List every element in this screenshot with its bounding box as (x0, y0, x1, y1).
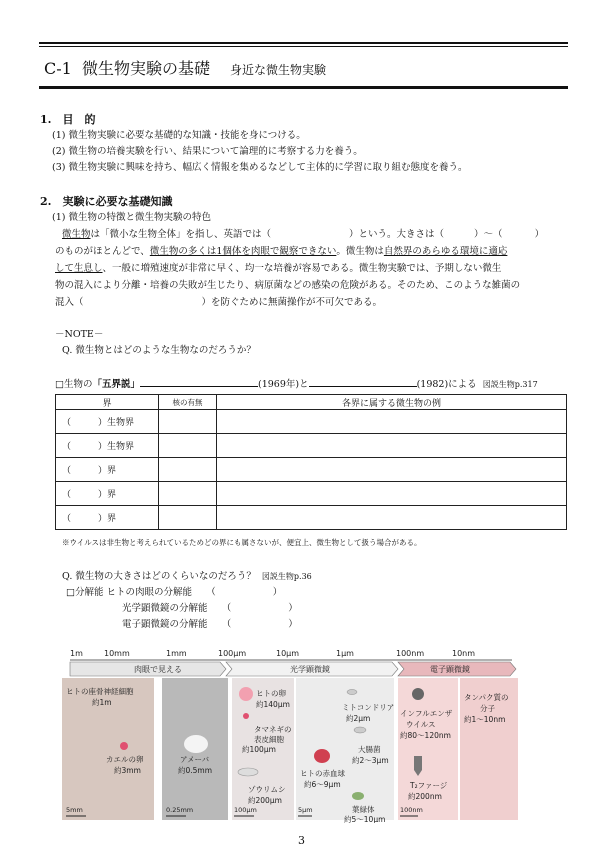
examples-cell[interactable] (217, 410, 567, 434)
blank-author-2[interactable] (309, 376, 417, 387)
item-label: 約140μm (256, 700, 290, 709)
onion-cell-mark (243, 713, 249, 719)
para-text: は「微小な生物全体」を指し、英語では（ (90, 229, 272, 240)
para-line-5 (55, 294, 382, 308)
item-label: 葉緑体 (352, 805, 375, 814)
item-label: タマネギの (254, 725, 292, 734)
para-text: ）～（ (474, 229, 503, 240)
note-label: －NOTE－ (55, 329, 104, 340)
question-1: Q. 微生物とはどのような生物なのだろうか？ (62, 345, 256, 356)
item-label: 大腸菌 (358, 745, 381, 754)
influenza-mark (412, 688, 424, 700)
red-blood-cell-mark (314, 749, 330, 763)
para-underline: 自然界のあらゆる環境に適応 (383, 246, 508, 257)
table-header: 各界に属する微生物の例 (217, 395, 567, 410)
kingdom-cell[interactable]: （ ）界 (56, 506, 159, 530)
examples-cell[interactable] (217, 482, 567, 506)
page-subtitle: 身近な微生物実験 (230, 63, 327, 77)
table-header: 核の有無 (159, 395, 217, 410)
item-label: 約2μm (346, 714, 371, 723)
item-label: 約100μm (242, 745, 276, 754)
nucleus-cell[interactable] (159, 506, 217, 530)
item-label: 約6～9μm (304, 780, 341, 789)
band-label: 光学顕微鏡 (290, 665, 330, 674)
scale-bar-label: 5mm (66, 806, 83, 814)
header-rule-top (39, 42, 568, 44)
nucleus-cell[interactable] (159, 434, 217, 458)
para-text: 。微生物は (336, 246, 384, 257)
five-kingdom-term: 「五界説」 (92, 379, 140, 390)
resolution-1: □分解能 ヒトの肉眼の分解能 （ ） (66, 587, 283, 598)
kingdom-cell[interactable]: （ ）界 (56, 482, 159, 506)
objective-2: (2) 微生物の培養実験を行い、結果について論理的に考察する力を養う。 (52, 146, 363, 157)
ecoli-mark (354, 727, 366, 733)
kingdom-reference: 図説生物p.317 (482, 380, 538, 389)
kingdom-line-text: (1969年)と (258, 379, 309, 390)
para-text: ）を防ぐために無菌操作が不可欠である。 (201, 297, 383, 308)
para-line-4: 物の混入により分離・培養の失敗が生じたり、病原菌などの感染の危険がある。そのため、このような雑菌の (55, 280, 521, 291)
resolution-3: 電子顕微鏡の分解能 （ ） (122, 619, 298, 630)
table-row (56, 434, 567, 458)
question-2 (62, 568, 312, 582)
para-line-3 (55, 260, 501, 274)
frog-egg-mark (120, 742, 128, 750)
para-line-1 (62, 226, 544, 240)
scale-bar-label: 5μm (298, 806, 313, 814)
question-2-text: Q. 微生物の大きさはどのくらいなのだろう？ (62, 571, 256, 582)
header-rule-bottom (39, 86, 568, 89)
item-label: 約200μm (248, 796, 282, 805)
kingdom-cell[interactable]: （ ）界 (56, 458, 159, 482)
tick-label: 10mm (104, 649, 130, 658)
para-text: ） (534, 229, 545, 240)
resolution-2: 光学顕微鏡の分解能 （ ） (122, 603, 298, 614)
item-label: 約200nm (408, 792, 442, 801)
table-header-row (56, 395, 567, 410)
size-scale-figure (62, 648, 522, 823)
nucleus-cell[interactable] (159, 482, 217, 506)
scale-bar-label: 0.25mm (166, 806, 194, 814)
amoeba-mark (184, 735, 208, 753)
kingdom-line (55, 376, 538, 390)
table-header: 界 (56, 395, 159, 410)
chapter-code: C-1 (44, 59, 72, 78)
table-row (56, 482, 567, 506)
item-label: 約1m (92, 698, 112, 707)
kingdom-line-text: □生物の (55, 379, 93, 390)
band-label: 電子顕微鏡 (430, 665, 470, 674)
tick-label: 100μm (218, 649, 247, 658)
item-label: ゾウリムシ (248, 785, 286, 794)
item-label: ウイルス (406, 720, 436, 729)
band-label: 肉眼で見える (134, 665, 182, 674)
table-row (56, 458, 567, 482)
blank-author-1[interactable] (140, 376, 258, 387)
item-label: T₂ファージ (410, 781, 448, 790)
kingdom-cell[interactable]: （ ）生物界 (56, 434, 159, 458)
chloroplast-mark (352, 792, 364, 800)
kingdom-cell[interactable]: （ ）生物界 (56, 410, 159, 434)
item-label: アメーバ (180, 755, 210, 764)
para-line-2 (55, 243, 507, 257)
item-label: 約2～3μm (352, 756, 389, 765)
examples-cell[interactable] (217, 506, 567, 530)
nucleus-cell[interactable] (159, 458, 217, 482)
human-egg-mark (239, 687, 253, 701)
para-text: のものがほとんどで、 (55, 246, 150, 257)
para-text: 混入（ (55, 297, 84, 308)
tick-label: 100nm (396, 649, 425, 658)
table-footnote: ※ウイルスは非生物と考えられているためどの界にも属さないが、便宜上、微生物として扱う場合がある。 (62, 538, 422, 547)
term-microbe: 微生物 (62, 229, 91, 240)
item-label: タンパク質の (464, 693, 509, 702)
section2-heading: 2. 実験に必要な基礎知識 (40, 195, 173, 208)
item-label: カエルの卵 (106, 755, 144, 764)
tick-label: 1μm (336, 649, 354, 658)
paramecium-mark (238, 768, 258, 776)
item-label: ヒトの座骨神経細胞 (66, 687, 134, 696)
examples-cell[interactable] (217, 458, 567, 482)
table-row (56, 506, 567, 530)
item-label: 分子 (480, 704, 495, 713)
header-rule-top-thin (39, 46, 568, 47)
kingdom-table (55, 394, 567, 530)
section1-heading: 1. 目 的 (40, 113, 96, 126)
table-row (56, 410, 567, 434)
tick-label: 10μm (276, 649, 300, 658)
item-label: ヒトの卵 (256, 689, 286, 698)
item-label: ミトコンドリア (342, 703, 395, 712)
tick-label: 10nm (452, 649, 476, 658)
examples-cell[interactable] (217, 434, 567, 458)
item-label: 約1～10nm (464, 715, 506, 724)
item-label: 約80～120nm (400, 731, 451, 740)
scale-bar-label: 100nm (400, 806, 423, 814)
objective-3: (3) 微生物実験に興味を持ち、幅広く情報を集めるなどして主体的に学習に取り組む態度を養う。 (52, 162, 468, 173)
nucleus-cell[interactable] (159, 410, 217, 434)
item-label: インフルエンザ (400, 709, 453, 718)
question-2-reference: 図説生物p.36 (261, 572, 312, 581)
item-label: 約0.5mm (178, 766, 213, 775)
page-number: 3 (298, 834, 305, 847)
item-label: ヒトの赤血球 (300, 769, 345, 778)
chapter-title: 微生物実験の基礎 (82, 59, 211, 78)
item-label: 約5～10μm (344, 815, 386, 823)
section2-sub1: (1) 微生物の特徴と微生物実験の特色 (52, 212, 211, 223)
objective-1: (1) 微生物実験に必要な基礎的な知識・技能を身につける。 (52, 130, 306, 141)
item-label: 約3mm (114, 766, 141, 775)
mitochondria-mark (347, 690, 357, 695)
scale-bar-label: 100μm (234, 806, 257, 814)
para-underline: して生息し (55, 263, 103, 274)
tick-label: 1m (70, 649, 83, 658)
page-title (44, 56, 210, 79)
tick-label: 1mm (166, 649, 187, 658)
kingdom-line-text: (1982)による (416, 379, 477, 390)
item-label: 表皮細胞 (254, 735, 284, 744)
para-text: 、一般に増殖速度が非常に早く、均一な培養が容易である。微生物実験では、予期しない微生 (102, 263, 502, 274)
para-underline: 微生物の多くは1個体を肉眼で観察できない (149, 246, 337, 257)
para-text: ）という。大きさは（ (349, 229, 445, 240)
